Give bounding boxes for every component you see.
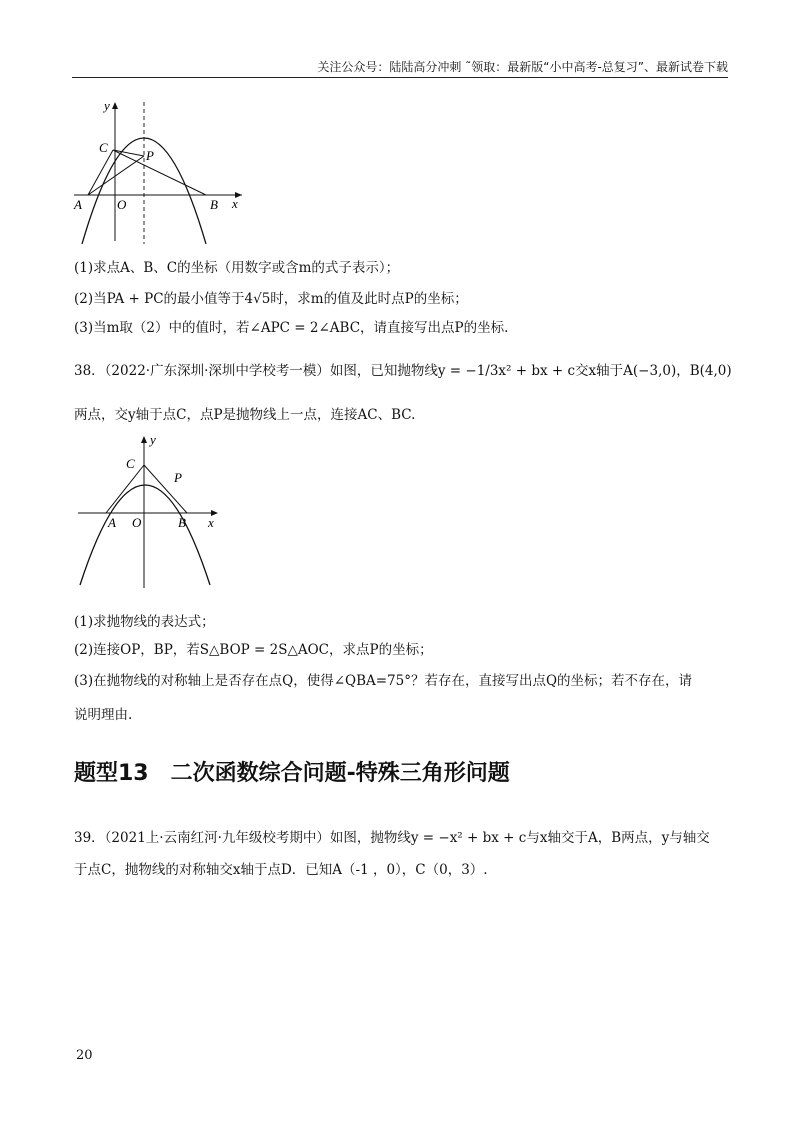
q37-part1: (1)求点A、B、C的坐标（用数字或含m的式子表示）； [74,260,400,276]
y-axis-arrow-icon [141,436,147,443]
segment-cp [113,150,144,156]
section-title: 题型13 二次函数综合问题-特殊三角形问题 [74,761,510,786]
q37-part2: (2)当PA + PC的最小值等于4√5时，求m的值及此时点P的坐标； [74,291,468,307]
label-a: A [108,515,116,530]
label-a: A [74,197,82,212]
q39-line1: 39．（2021上·云南红河·九年级校考期中）如图，抛物线y = −x² + bx + c与x轴交于A，B两点，y与轴交 [74,830,710,846]
label-b: B [178,515,186,530]
label-p: P [146,148,154,163]
segment-cb [113,150,206,195]
label-c: C [99,140,108,155]
q38-part3: (3)在抛物线的对称轴上是否存在点Q，使得∠QBA=75°？若存在，直接写出点Q的坐标；若不存在，请 [74,673,693,689]
q37-part3: (3)当m取（2）中的值时，若∠APC = 2∠ABC，请直接写出点P的坐标. [74,320,509,336]
q39-line2: 于点C，抛物线的对称轴交x轴于点D．已知A（-1 ，0），C（0，3）. [74,862,488,878]
page-header: 关注公众号：陆陆高分冲刺 ˜领取：最新版“小中高考-总复习”、最新试卷下载 [317,60,728,74]
label-x: x [208,515,214,530]
y-axis-arrow-icon [112,102,118,109]
label-o: O [132,515,142,530]
label-p: P [174,470,182,485]
label-y: y [150,432,156,447]
label-y: y [104,98,110,113]
segment-ap [88,156,144,195]
q38-line2: 两点，交y轴于点C，点P是抛物线上一点，连接AC、BC. [74,407,416,423]
page-number: 20 [76,1048,93,1063]
q38-part2: (2)连接OP，BP，若S△BOP = 2S△AOC，求点P的坐标； [74,642,433,658]
figure-2-parabola [70,430,230,590]
label-b: B [210,197,218,212]
label-o: O [117,197,127,212]
figure-1-parabola [64,96,254,246]
label-x: x [232,196,238,211]
q38-part1: (1)求抛物线的表达式； [74,614,215,630]
label-c: C [126,456,135,471]
q38-part3-continued: 说明理由. [74,707,133,723]
q38-line1: 38．（2022·广东深圳·深圳中学校考一模）如图，已知抛物线y = −1/3x² + bx + c交x轴于A(−3,0)，B(4,0) [74,363,732,379]
header-divider [72,77,728,78]
segment-ac [106,465,144,513]
parabola-curve [80,485,210,585]
